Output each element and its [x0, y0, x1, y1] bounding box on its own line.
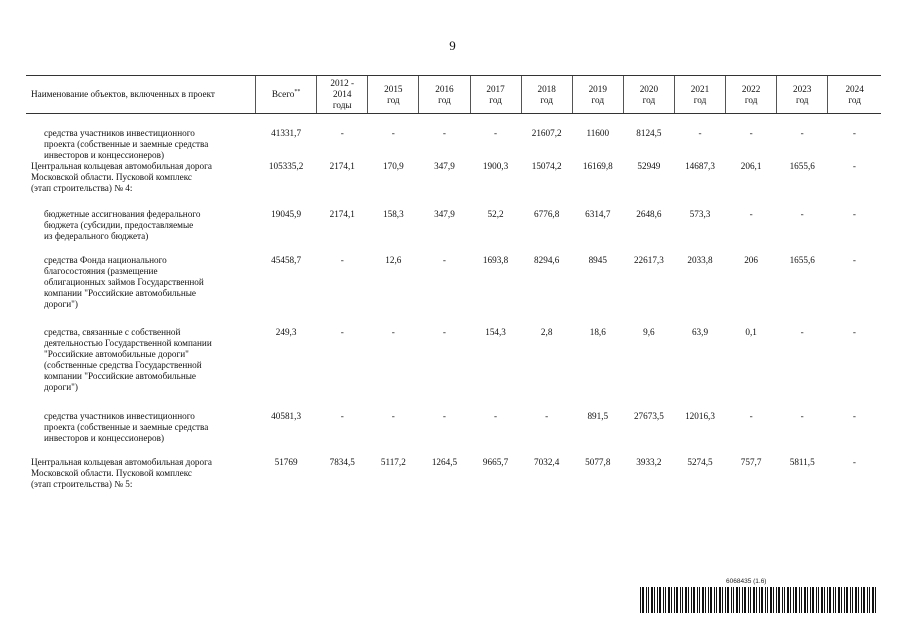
row-value: 52,2 — [487, 209, 504, 220]
row-value: - — [340, 411, 344, 422]
row-value: 1264,5 — [431, 457, 458, 468]
barcode-bar — [697, 587, 698, 613]
row-value: 27673,5 — [633, 411, 664, 422]
row-value: 12,6 — [385, 255, 402, 266]
barcode-bar — [846, 587, 848, 613]
row-value: 170,9 — [383, 161, 404, 172]
table-row — [26, 161, 881, 209]
row-value: 6314,7 — [585, 209, 611, 220]
barcode-bar — [852, 587, 853, 613]
header-year: 2021 год — [674, 76, 725, 114]
barcode-bar — [833, 587, 834, 613]
row-value: - — [391, 128, 395, 139]
barcode-bar — [818, 587, 819, 613]
row-value: 52949 — [637, 161, 661, 172]
header-year: 2022 год — [726, 76, 777, 114]
row-value: - — [391, 411, 395, 422]
row-value: - — [800, 128, 804, 139]
barcode-bar — [731, 587, 732, 613]
barcode-bar — [657, 587, 658, 613]
row-name: средства участников инвестиционного проекта (собственные и заемные средства инвесторов и концессионеров) — [44, 128, 209, 161]
page-number: 9 — [449, 38, 456, 53]
barcode — [640, 587, 880, 613]
row-value: 206,1 — [740, 161, 762, 172]
barcode-bar — [716, 587, 717, 613]
row-name: Центральная кольцевая автомобильная дорога Московской области. Пусковой комплекс (этап строительства) № 5: — [31, 457, 212, 490]
row-value: 2174,1 — [329, 209, 355, 220]
row-value: 21607,2 — [531, 128, 562, 139]
barcode-bar — [705, 587, 706, 613]
row-value: 41331,7 — [271, 128, 302, 139]
row-value: - — [800, 209, 804, 220]
barcode-bar — [816, 587, 817, 613]
row-value: 0,1 — [745, 327, 757, 338]
barcode-bar — [790, 587, 791, 613]
barcode-bar — [776, 587, 777, 613]
barcode-bar — [733, 587, 734, 613]
barcode-bar — [810, 587, 811, 613]
row-value: 18,6 — [589, 327, 606, 338]
row-value: 19045,9 — [271, 209, 302, 220]
barcode-bar — [722, 587, 723, 613]
row-value: 347,9 — [434, 209, 455, 220]
row-value: 2,8 — [540, 327, 553, 338]
barcode-bar — [767, 587, 768, 613]
barcode-bar — [659, 587, 661, 613]
row-value: 2174,1 — [329, 161, 355, 172]
barcode-bar — [680, 587, 681, 613]
barcode-bar — [756, 587, 757, 613]
row-value: - — [852, 457, 856, 468]
row-value: - — [340, 255, 344, 266]
budget-table — [26, 75, 881, 501]
barcode-bar — [858, 587, 859, 613]
barcode-bar — [744, 587, 746, 613]
barcode-bar — [765, 587, 766, 613]
barcode-bar — [773, 587, 774, 613]
barcode-bar — [867, 587, 868, 613]
row-value: - — [442, 128, 446, 139]
row-value: 206 — [744, 255, 758, 266]
row-value: - — [749, 209, 753, 220]
barcode-bar — [799, 587, 800, 613]
row-value: - — [442, 255, 446, 266]
barcode-bar — [838, 587, 840, 613]
row-value: 2648,6 — [636, 209, 662, 220]
header-name: Наименование объектов, включенных в проект — [26, 76, 256, 114]
barcode-bar — [869, 587, 870, 613]
barcode-bar — [872, 587, 874, 613]
row-name: средства участников инвестиционного проекта (собственные и заемные средства инвесторов и концессионеров) — [44, 411, 209, 444]
row-value: 1693,8 — [482, 255, 509, 266]
row-value: - — [494, 128, 498, 139]
barcode-bar — [801, 587, 802, 613]
barcode-bar — [671, 587, 672, 613]
table-row — [26, 255, 881, 327]
barcode-bar — [651, 587, 653, 613]
header-year: 2012 - 2014 годы — [317, 76, 368, 114]
row-value: - — [852, 411, 856, 422]
barcode-bar — [821, 587, 823, 613]
barcode-bar — [708, 587, 709, 613]
barcode-bar — [688, 587, 689, 613]
row-name: бюджетные ассигнования федерального бюджета (субсидии, предоставляемые из федерального бюджета) — [44, 209, 201, 242]
row-value: 9665,7 — [482, 457, 509, 468]
barcode-bar — [654, 587, 655, 613]
barcode-bar — [863, 587, 865, 613]
barcode-bar — [770, 587, 772, 613]
barcode-bar — [642, 587, 644, 613]
row-value: 1900,3 — [482, 161, 509, 172]
table-row — [26, 114, 881, 162]
header-year: 2024 год — [828, 76, 881, 114]
barcode-bar — [674, 587, 675, 613]
row-value: - — [749, 128, 753, 139]
row-value: 22617,3 — [633, 255, 664, 266]
barcode-bar — [759, 587, 760, 613]
header-total: Всего** — [256, 76, 317, 114]
barcode-bar — [665, 587, 666, 613]
barcode-bar — [648, 587, 649, 613]
barcode-bar — [784, 587, 785, 613]
barcode-bar — [640, 587, 641, 613]
row-value: - — [852, 161, 856, 172]
barcode-bar — [850, 587, 851, 613]
row-value: 891,5 — [587, 411, 609, 422]
row-value: 16169,8 — [582, 161, 613, 172]
barcode-bar — [787, 587, 789, 613]
row-name: средства, связанные с собственной деятельностью Государственной компании "Российские автомобильные дороги" (собственные средства Государственной компании "Российские автомобильные дороги") — [44, 327, 212, 393]
row-value: 1655,6 — [789, 161, 815, 172]
barcode-bar — [835, 587, 836, 613]
row-value: - — [545, 411, 549, 422]
row-value: 6776,8 — [534, 209, 560, 220]
row-value: 40581,3 — [271, 411, 302, 422]
row-value: - — [442, 411, 446, 422]
row-value: 8124,5 — [636, 128, 662, 139]
row-value: - — [852, 128, 856, 139]
barcode-bar — [727, 587, 729, 613]
row-value: 1655,6 — [789, 255, 815, 266]
table-row — [26, 457, 881, 501]
barcode-bar — [793, 587, 794, 613]
barcode-bar — [844, 587, 845, 613]
barcode-bar — [676, 587, 678, 613]
row-value: 11600 — [586, 128, 610, 139]
row-value: 105335,2 — [268, 161, 304, 172]
row-value: 12016,3 — [685, 411, 715, 422]
row-value: - — [391, 327, 395, 338]
barcode-bar — [778, 587, 780, 613]
barcode-bar — [804, 587, 806, 613]
barcode-bar — [824, 587, 825, 613]
row-value: 249,3 — [275, 327, 297, 338]
barcode-bar — [748, 587, 749, 613]
barcode-bar — [702, 587, 704, 613]
row-value: 757,7 — [740, 457, 762, 468]
barcode-bar — [861, 587, 862, 613]
barcode-bar — [782, 587, 783, 613]
barcode-bar — [736, 587, 738, 613]
header-year: 2017 год — [470, 76, 521, 114]
barcode-bar — [646, 587, 647, 613]
row-value: 154,3 — [485, 327, 506, 338]
barcode-bar — [682, 587, 683, 613]
header-year: 2015 год — [368, 76, 419, 114]
row-value: 63,9 — [691, 327, 709, 338]
table-row — [26, 209, 881, 255]
barcode-bar — [685, 587, 687, 613]
table-header-row — [26, 76, 881, 114]
barcode-bar — [693, 587, 695, 613]
row-value: 7834,5 — [329, 457, 355, 468]
row-value: - — [340, 128, 344, 139]
barcode-bar — [714, 587, 715, 613]
row-value: 7032,4 — [534, 457, 560, 468]
barcode-number: 6068435 (1.6) — [726, 578, 767, 585]
row-value: 5274,5 — [687, 457, 713, 468]
header-year: 2019 год — [572, 76, 623, 114]
row-value: - — [800, 327, 804, 338]
header-year: 2018 год — [521, 76, 572, 114]
row-name: Центральная кольцевая автомобильная дорога Московской области. Пусковой комплекс (этап строительства) № 4: — [31, 161, 212, 194]
barcode-bar — [668, 587, 670, 613]
table-row — [26, 411, 881, 457]
barcode-bar — [725, 587, 726, 613]
row-value: - — [698, 128, 702, 139]
table-row — [26, 327, 881, 411]
row-value: 45458,7 — [271, 255, 302, 266]
row-value: - — [852, 255, 856, 266]
row-value: 5811,5 — [789, 457, 815, 468]
header-year: 2016 год — [419, 76, 470, 114]
row-value: 8945 — [588, 255, 607, 266]
barcode-bar — [829, 587, 831, 613]
row-value: 158,3 — [383, 209, 404, 220]
barcode-bar — [719, 587, 721, 613]
row-value: 15074,2 — [531, 161, 562, 172]
row-value: 2033,8 — [687, 255, 713, 266]
row-value: 347,9 — [434, 161, 455, 172]
row-value: - — [800, 411, 804, 422]
row-value: - — [852, 327, 856, 338]
barcode-bar — [710, 587, 712, 613]
header-year: 2023 год — [777, 76, 828, 114]
row-value: 573,3 — [689, 209, 711, 220]
row-value: 8294,6 — [534, 255, 560, 266]
barcode-bar — [841, 587, 842, 613]
barcode-bar — [663, 587, 664, 613]
row-value: 14687,3 — [685, 161, 715, 172]
row-value: - — [749, 411, 753, 422]
barcode-bar — [742, 587, 743, 613]
barcode-bar — [812, 587, 814, 613]
row-value: 5077,8 — [585, 457, 611, 468]
barcode-bar — [691, 587, 692, 613]
row-name: средства Фонда национального благосостояния (размещение облигационных займов Государственной компании "Российские автомобильные дороги") — [44, 255, 204, 310]
row-value: - — [340, 327, 344, 338]
barcode-bar — [795, 587, 797, 613]
barcode-bar — [761, 587, 763, 613]
row-value: - — [494, 411, 498, 422]
barcode-bar — [699, 587, 700, 613]
row-value: 51769 — [274, 457, 298, 468]
row-value: 3933,2 — [636, 457, 662, 468]
row-value: 9,6 — [643, 327, 655, 338]
row-value: - — [442, 327, 446, 338]
barcode-bar — [750, 587, 751, 613]
row-value: - — [852, 209, 856, 220]
barcode-bar — [855, 587, 857, 613]
barcode-bar — [875, 587, 876, 613]
row-value: 5117,2 — [380, 457, 406, 468]
barcode-bar — [739, 587, 740, 613]
barcode-bar — [827, 587, 828, 613]
barcode-bar — [807, 587, 808, 613]
barcode-bar — [753, 587, 755, 613]
header-year: 2020 год — [623, 76, 674, 114]
